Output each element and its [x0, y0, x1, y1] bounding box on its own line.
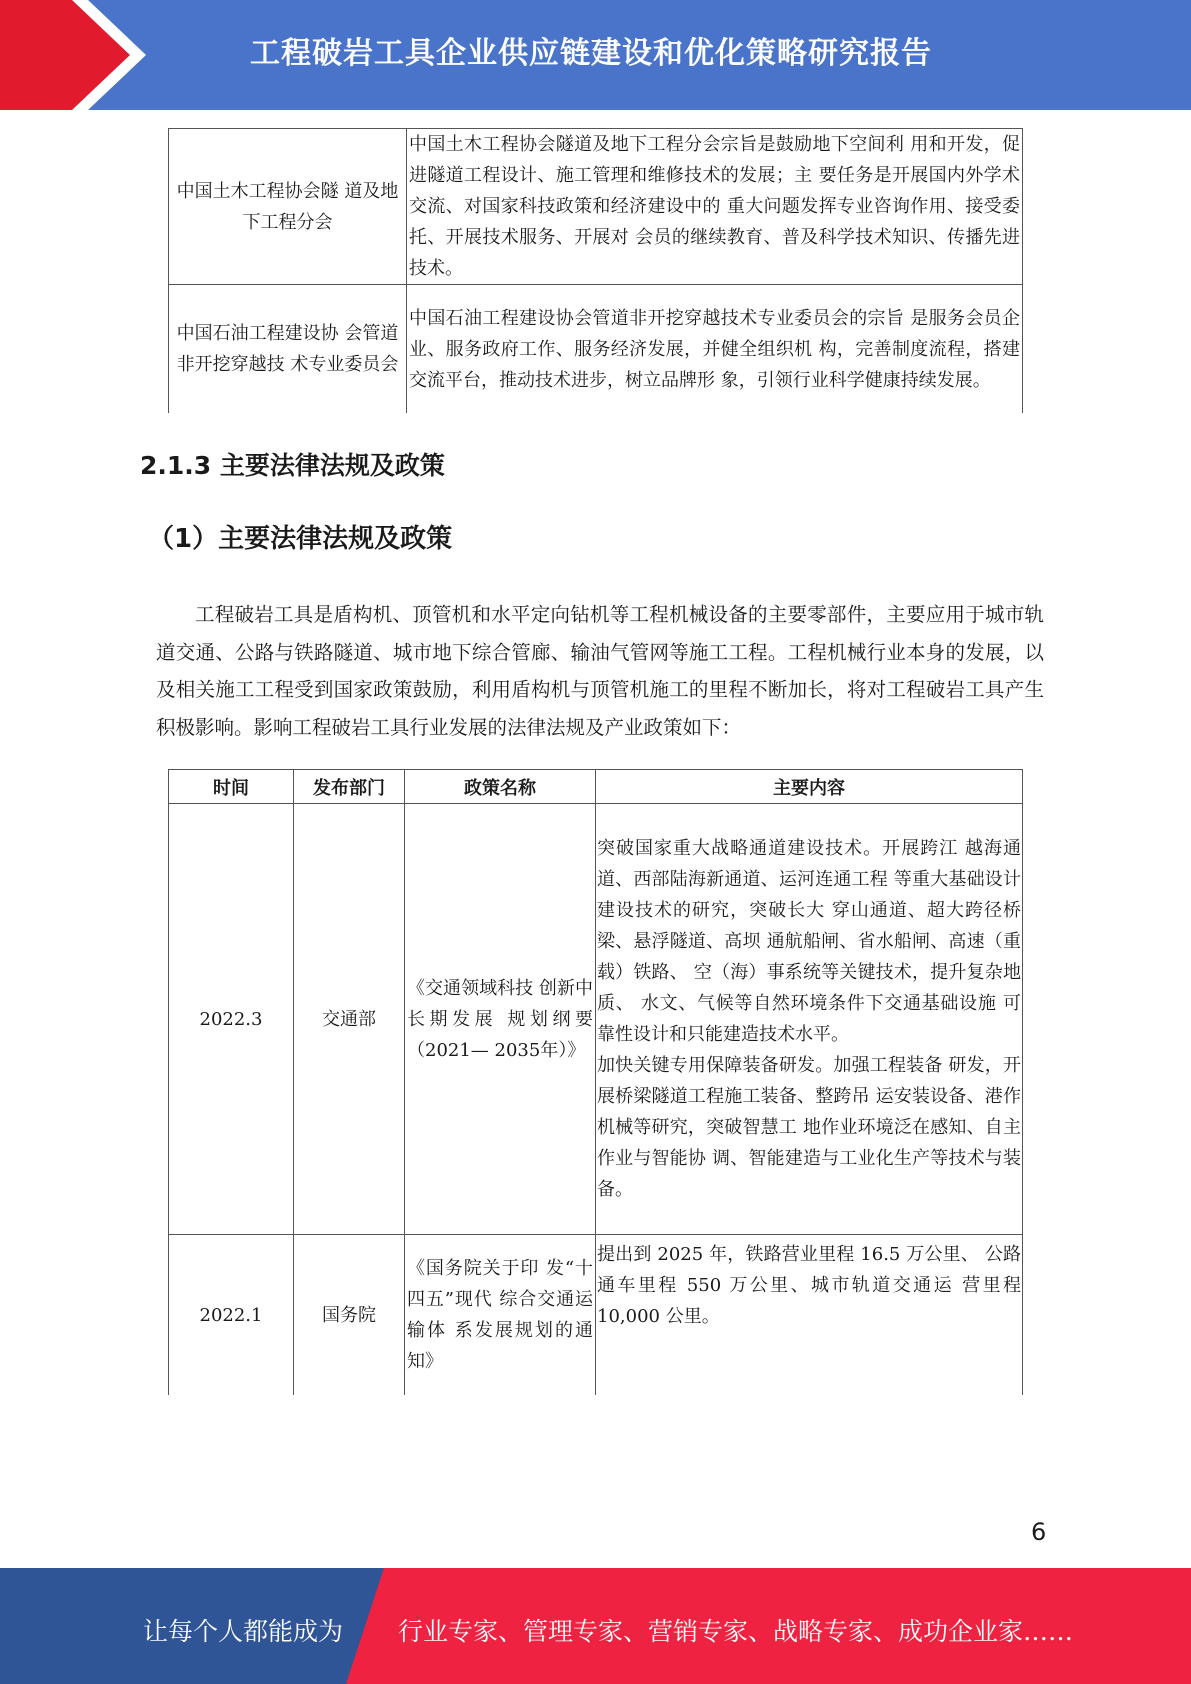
- org-desc-cell: 中国石油工程建设协会管道非开挖穿越技术专业委员会的宗旨 是服务会员企业、服务政府工作、服务经济发展，并健全组织机 构，完善制度流程，搭建交流平台，推动技术进步，树立品牌形 象，引领行业科学健康持续发展。: [407, 285, 1023, 414]
- date-cell: 2022.3: [169, 804, 294, 1235]
- footer-slogan-right: 行业专家、管理专家、营销专家、战略专家、成功企业家……: [398, 1617, 1074, 1646]
- column-header-dept: 发布部门: [294, 770, 405, 804]
- column-header-policy-name: 政策名称: [405, 770, 596, 804]
- column-header-date: 时间: [169, 770, 294, 804]
- date-cell: 2022.1: [169, 1235, 294, 1396]
- column-header-content: 主要内容: [596, 770, 1023, 804]
- table-header-row: [169, 770, 1023, 804]
- table-row: [169, 285, 1023, 414]
- dept-cell: 交通部: [294, 804, 405, 1235]
- policy-name-cell: 《交通领域科技 创新中长期发展 规划纲要（2021— 2035年）》: [405, 804, 596, 1235]
- org-name-cell: 中国石油工程建设协 会管道非开挖穿越技 术专业委员会: [169, 285, 407, 414]
- org-desc-cell: 中国土木工程协会隧道及地下工程分会宗旨是鼓励地下空间利 用和开发，促进隧道工程设计、施工管理和维修技术的发展；主 要任务是开展国内外学术交流、对国家科技政策和经济建设中的 重大问题发挥专业咨询作用、接受委托、开展技术服务、开展对 会员的继续教育、普及科学技术知识、传播先进技术。: [407, 129, 1023, 285]
- content-paragraph: 加快关键专用保障装备研发。加强工程装备 研发，开展桥梁隧道工程施工装备、整跨吊 运安装设备、港作机械等研究，突破智慧工 地作业环境泛在感知、自主作业与智能协 调、智能建造与工业化生产等技术与装备。: [597, 1055, 1021, 1200]
- content-paragraph: 突破国家重大战略通道建设技术。开展跨江 越海通道、西部陆海新通道、运河连通工程 等重大基础设计建设技术的研究，突破长大 穿山通道、超大跨径桥梁、悬浮隧道、高坝 通航船闸、省水船闸、高速（重载）铁路、 空（海）事系统等关键技术，提升复杂地质、 水文、气候等自然环境条件下交通基础设施 可靠性设计和只能建造技术水平。: [597, 838, 1021, 1045]
- organization-table: [168, 128, 1023, 413]
- section-heading: 2.1.3 主要法律法规及政策: [140, 451, 445, 480]
- body-paragraph: 工程破岩工具是盾构机、顶管机和水平定向钻机等工程机械设备的主要零部件，主要应用于城市轨道交通、公路与铁路隧道、城市地下综合管廊、输油气管网等施工工程。工程机械行业本身的发展，以及相关施工工程受到国家政策鼓励，利用盾构机与顶管机施工的里程不断加长，将对工程破岩工具产生积极影响。影响工程破岩工具行业发展的法律法规及产业政策如下：: [156, 603, 1044, 739]
- dept-cell: 国务院: [294, 1235, 405, 1396]
- page-footer: [0, 1568, 1191, 1684]
- table-row: [169, 1235, 1023, 1396]
- policy-name-cell: 《国务院关于印 发“十四五”现代 综合交通运输体 系发展规划的通 知》: [405, 1235, 596, 1396]
- header-arrow-icon: [0, 0, 160, 110]
- content-cell: 提出到 2025 年，铁路营业里程 16.5 万公里、 公路通车里程 550 万公里、城市轨道交通运 营里程 10,000 公里。: [596, 1235, 1023, 1396]
- table-row: [169, 129, 1023, 285]
- table-row: [169, 804, 1023, 1235]
- org-name-cell: 中国土木工程协会隧 道及地下工程分会: [169, 129, 407, 285]
- content-cell: [596, 804, 1023, 1235]
- report-title: 工程破岩工具企业供应链建设和优化策略研究报告: [250, 36, 932, 71]
- page-number: 6: [1031, 1518, 1047, 1546]
- page-header: [0, 0, 1191, 110]
- policy-table: [168, 769, 1023, 1395]
- footer-slogan-left: 让每个人都能成为: [143, 1617, 344, 1646]
- subsection-heading: （1）主要法律法规及政策: [148, 524, 453, 554]
